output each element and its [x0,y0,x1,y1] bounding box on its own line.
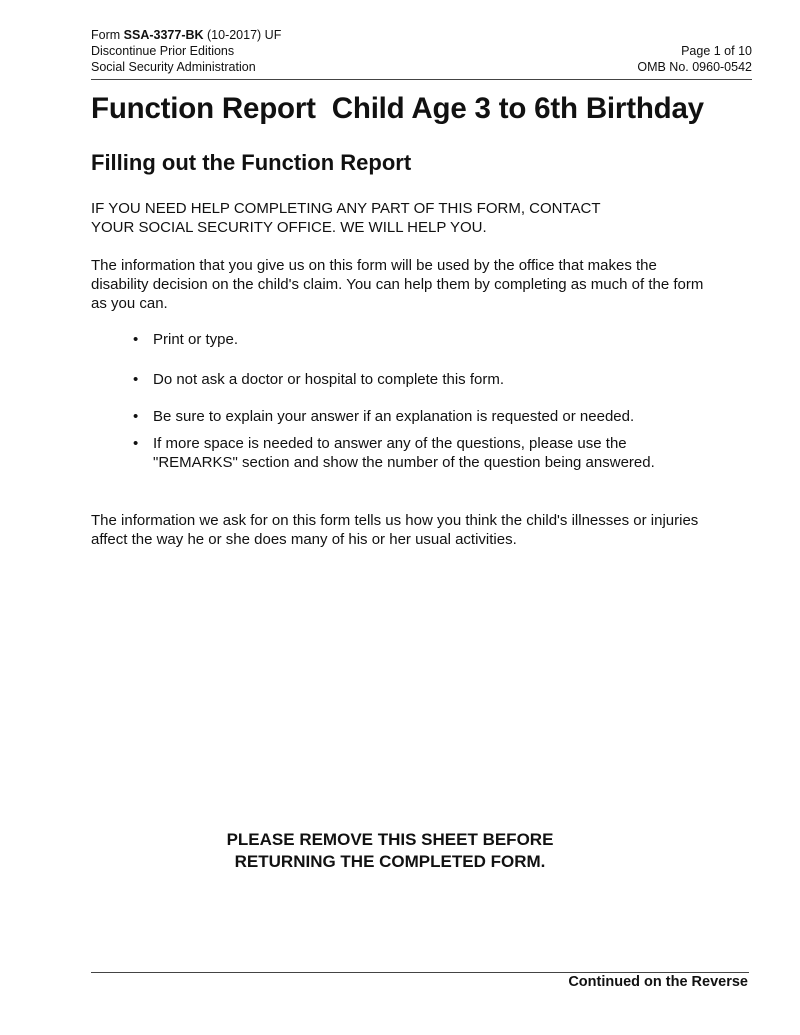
list-item-text: Do not ask a doctor or hospital to complete this form. [153,371,504,388]
help-notice [91,199,711,237]
list-item-text: Be sure to explain your answer if an explanation is requested or needed. [153,408,635,425]
list-item [133,330,693,349]
form-edition: (10-2017) UF [203,28,282,42]
remove-notice-line-2: RETURNING THE COMPLETED FORM. [234,852,546,871]
list-item-text: Print or type. [153,331,239,348]
header-divider [91,79,752,80]
page-number: Page 1 of 10 [681,44,752,58]
continued-notice: Continued on the Reverse [568,974,748,990]
help-notice-line-2: YOUR SOCIAL SECURITY OFFICE. WE WILL HELP YOU. [91,219,487,236]
form-prefix: Form [91,28,124,42]
list-item [133,434,693,472]
list-item [133,370,693,389]
bullet-dot-icon: • [133,435,139,452]
section-heading: Filling out the Function Report [91,150,412,175]
list-item-text: If more space is needed to answer any of the questions, please use the "REMARKS" section and show the number of the question being answered. [153,435,655,471]
bullet-dot-icon: • [133,331,139,348]
remove-sheet-notice [0,829,780,873]
bullet-dot-icon: • [133,408,139,425]
page-title: Function Report Child Age 3 to 6th Birthday [91,92,704,125]
agency-name: Social Security Administration [91,60,256,74]
help-notice-line-1: IF YOU NEED HELP COMPLETING ANY PART OF THIS FORM, CONTACT [91,200,601,217]
closing-paragraph: The information we ask for on this form tells us how you think the child's illnesses or injuries affect the way he or she does many of his or her usual activities. [91,512,699,548]
omb-number: OMB No. 0960-0542 [637,60,752,74]
form-identification [91,27,281,75]
list-item [133,407,693,426]
form-number-line [91,27,281,43]
intro-paragraph: The information that you give us on this form will be used by the office that makes the disability decision on the child's claim. You can help them by completing as much of the form as you can. [91,257,704,312]
form-number: SSA-3377-BK [123,28,204,42]
footer-divider [91,972,749,973]
remove-notice-line-1: PLEASE REMOVE THIS SHEET BEFORE [226,830,554,849]
form-header [91,27,752,79]
page-meta [637,43,752,75]
bullet-dot-icon: • [133,371,139,388]
instructions-list [133,330,693,472]
discontinue-notice: Discontinue Prior Editions [91,44,235,58]
